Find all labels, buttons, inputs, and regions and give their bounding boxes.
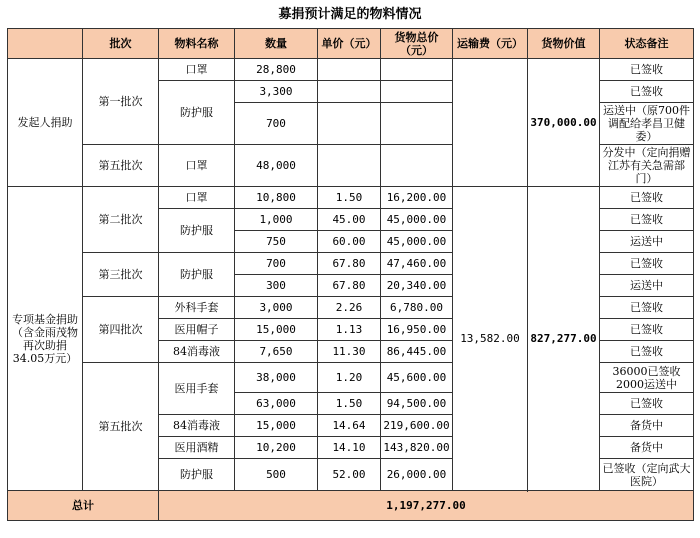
table-row: [8, 187, 694, 209]
status-cell: 已签收: [600, 319, 694, 341]
shipping-cell: [453, 59, 528, 187]
value-cell: 370,000.00: [528, 59, 600, 187]
status-cell: 已签收: [600, 187, 694, 209]
item-name: 医用帽子: [159, 319, 235, 341]
qty-cell: 63,000: [235, 393, 318, 415]
price-cell: 14.10: [318, 437, 381, 459]
table-row: [8, 59, 694, 81]
header-shipping: 运输费（元）: [453, 29, 528, 59]
materials-table: [7, 28, 694, 521]
status-cell: 运送中: [600, 275, 694, 297]
total-cell: 94,500.00: [381, 393, 453, 415]
total-cell: 143,820.00: [381, 437, 453, 459]
total-cell: 20,340.00: [381, 275, 453, 297]
qty-cell: 300: [235, 275, 318, 297]
price-cell: [318, 59, 381, 81]
shipping-cell: 13,582.00: [453, 187, 528, 491]
qty-cell: 48,000: [235, 145, 318, 187]
status-cell: 已签收: [600, 253, 694, 275]
price-cell: 1.50: [318, 187, 381, 209]
qty-cell: 10,800: [235, 187, 318, 209]
price-cell: 1.13: [318, 319, 381, 341]
qty-cell: 38,000: [235, 363, 318, 393]
status-cell: 运送中（原700件调配给孝昌卫健委）: [600, 103, 694, 145]
batch-label: 第三批次: [83, 253, 159, 297]
status-cell: 已签收: [600, 59, 694, 81]
item-name: 防护服: [159, 459, 235, 491]
status-cell: 备货中: [600, 415, 694, 437]
batch-label: 第二批次: [83, 187, 159, 253]
item-name: 口罩: [159, 145, 235, 187]
status-cell: 已签收（定向武大医院）: [600, 459, 694, 491]
header-total: 货物总价（元）: [381, 29, 453, 59]
item-name: 医用酒精: [159, 437, 235, 459]
group-label: 专项基金捐助（含金雨茂物再次助捐34.05万元）: [8, 187, 83, 491]
header-batch: 批次: [83, 29, 159, 59]
price-cell: 1.20: [318, 363, 381, 393]
qty-cell: 3,000: [235, 297, 318, 319]
status-cell: 备货中: [600, 437, 694, 459]
price-cell: 45.00: [318, 209, 381, 231]
total-cell: 26,000.00: [381, 459, 453, 491]
qty-cell: 700: [235, 253, 318, 275]
total-cell: 219,600.00: [381, 415, 453, 437]
price-cell: 11.30: [318, 341, 381, 363]
header-value: 货物价值: [528, 29, 600, 59]
qty-cell: 3,300: [235, 81, 318, 103]
qty-cell: 1,000: [235, 209, 318, 231]
batch-label: 第四批次: [83, 297, 159, 363]
status-cell: 已签收: [600, 297, 694, 319]
total-label: 总计: [8, 491, 159, 521]
price-cell: [318, 145, 381, 187]
price-cell: 52.00: [318, 459, 381, 491]
total-cell: 86,445.00: [381, 341, 453, 363]
price-cell: 67.80: [318, 253, 381, 275]
total-cell: 16,200.00: [381, 187, 453, 209]
item-name: 医用手套: [159, 363, 235, 415]
status-cell: 已签收: [600, 393, 694, 415]
batch-label: 第五批次: [83, 145, 159, 187]
total-cell: 45,000.00: [381, 231, 453, 253]
group-label: 发起人捐助: [8, 59, 83, 187]
qty-cell: 28,800: [235, 59, 318, 81]
item-name: 口罩: [159, 59, 235, 81]
value-cell: 827,277.00: [528, 187, 600, 491]
total-cell: 45,600.00: [381, 363, 453, 393]
price-cell: 2.26: [318, 297, 381, 319]
item-name: 外科手套: [159, 297, 235, 319]
qty-cell: 15,000: [235, 415, 318, 437]
status-cell: 已签收: [600, 209, 694, 231]
header-item: 物料名称: [159, 29, 235, 59]
total-cell: [381, 81, 453, 103]
total-cell: [381, 59, 453, 81]
status-cell: 36000已签收2000运送中: [600, 363, 694, 393]
qty-cell: 700: [235, 103, 318, 145]
header-qty: 数量: [235, 29, 318, 59]
price-cell: 14.64: [318, 415, 381, 437]
price-cell: 60.00: [318, 231, 381, 253]
qty-cell: 500: [235, 459, 318, 491]
qty-cell: 7,650: [235, 341, 318, 363]
total-cell: 16,950.00: [381, 319, 453, 341]
status-cell: 已签收: [600, 341, 694, 363]
header-status: 状态备注: [600, 29, 694, 59]
grand-total: 1,197,277.00: [159, 491, 694, 521]
status-cell: 运送中: [600, 231, 694, 253]
price-cell: 67.80: [318, 275, 381, 297]
qty-cell: 15,000: [235, 319, 318, 341]
status-cell: 分发中（定向捐赠江苏有关急需部门）: [600, 145, 694, 187]
price-cell: [318, 81, 381, 103]
item-name: 84消毒液: [159, 341, 235, 363]
total-row: [8, 491, 694, 521]
total-cell: 6,780.00: [381, 297, 453, 319]
header-row: [8, 29, 694, 59]
item-name: 口罩: [159, 187, 235, 209]
total-cell: [381, 103, 453, 145]
item-name: 防护服: [159, 253, 235, 297]
total-cell: [381, 145, 453, 187]
status-cell: 已签收: [600, 81, 694, 103]
batch-label: 第五批次: [83, 363, 159, 491]
item-name: 防护服: [159, 81, 235, 145]
item-name: 84消毒液: [159, 415, 235, 437]
price-cell: [318, 103, 381, 145]
price-cell: 1.50: [318, 393, 381, 415]
item-name: 防护服: [159, 209, 235, 253]
qty-cell: 10,200: [235, 437, 318, 459]
total-cell: 45,000.00: [381, 209, 453, 231]
qty-cell: 750: [235, 231, 318, 253]
header-blank: [8, 29, 83, 59]
batch-label: 第一批次: [83, 59, 159, 145]
total-cell: 47,460.00: [381, 253, 453, 275]
page-title: 募捐预计满足的物料情况: [278, 7, 422, 22]
header-price: 单价（元）: [318, 29, 381, 59]
